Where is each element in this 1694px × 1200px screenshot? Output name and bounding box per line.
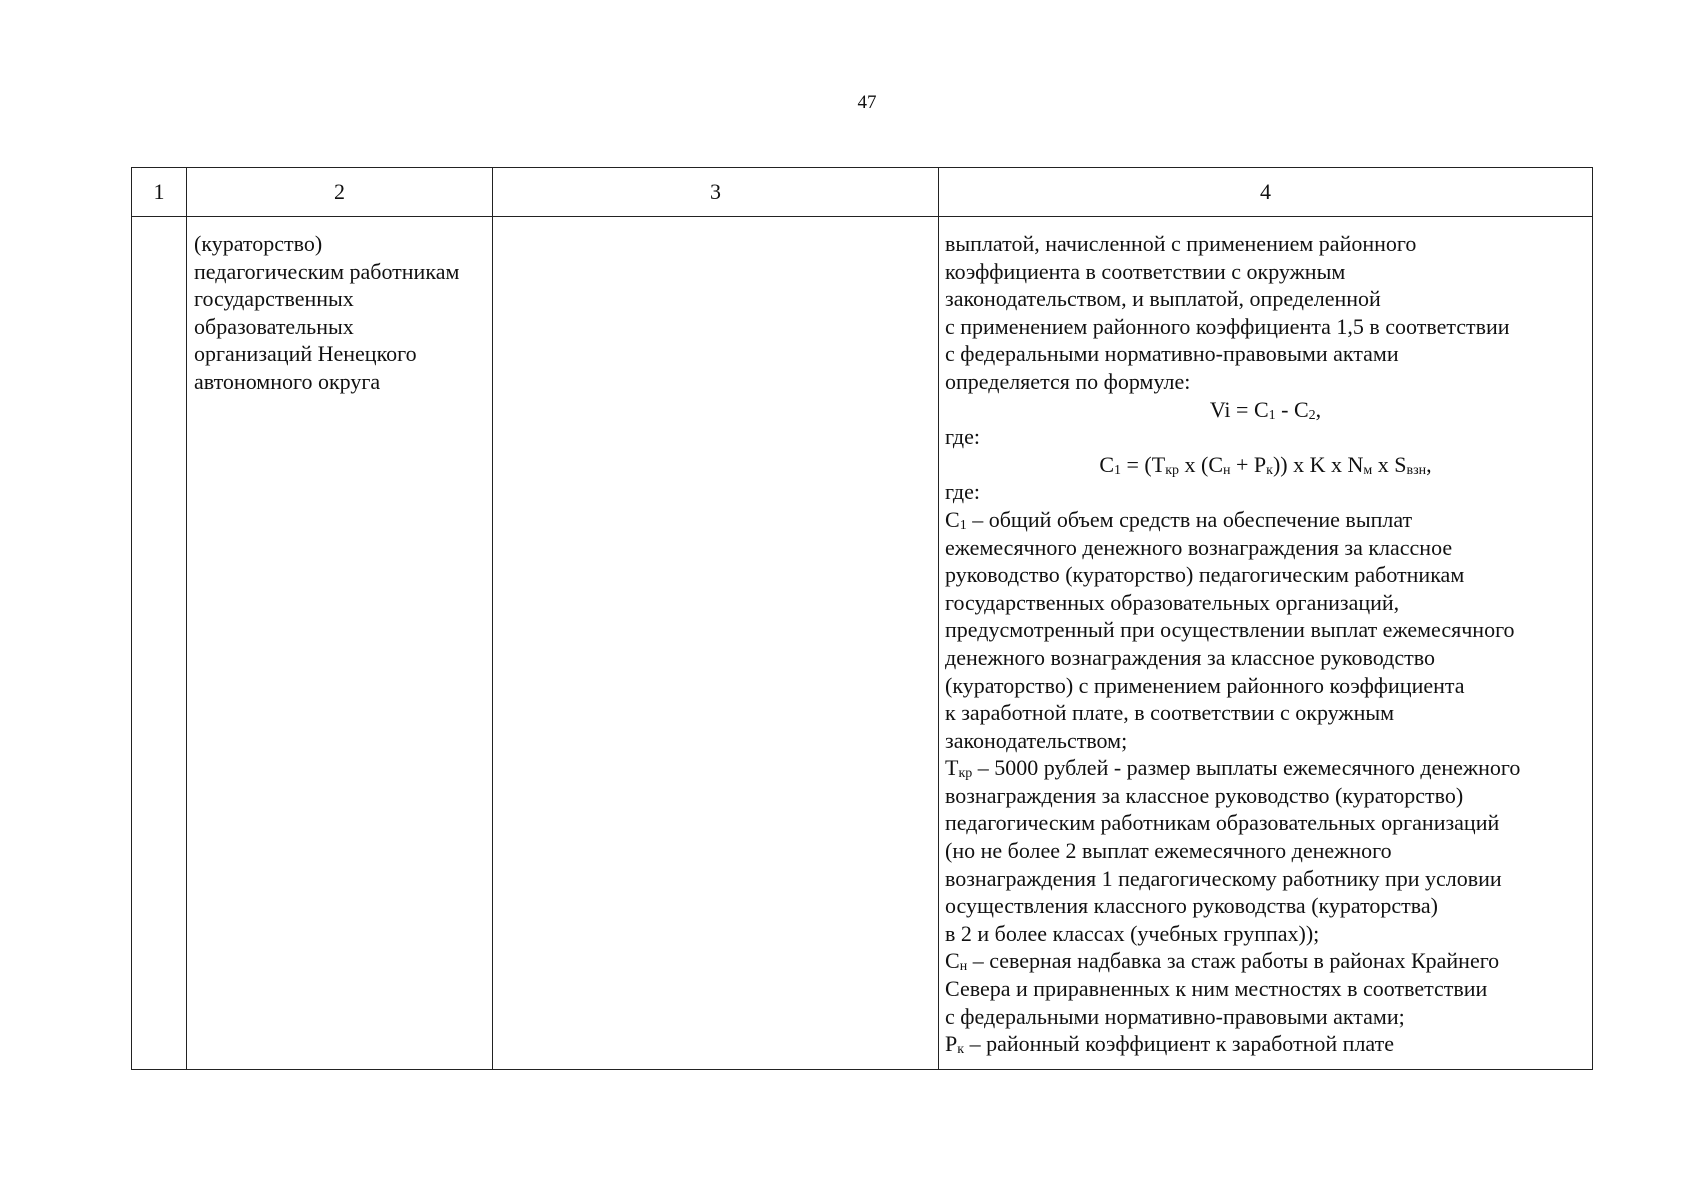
definition-line: законодательством; (945, 727, 1128, 753)
formula-c1: $C_1 = (T_{кр}$ x $(C_н + P_к)$) x K x $N_м$ x $S_{взн}$, (1099, 451, 1432, 478)
definition-line: осуществления классного руководства (кураторства) (945, 893, 1438, 919)
where-label: где: (945, 424, 980, 450)
intro-line: определяется по формуле: (945, 368, 1191, 394)
cell-col-2 (187, 217, 493, 1070)
col2-line: образовательных (194, 313, 354, 339)
definition-line: Севера и приравненных к ним местностях в соответствии (945, 976, 1488, 1002)
definition-line: руководство (кураторство) педагогическим работникам (945, 562, 1465, 588)
definition-line: денежного вознаграждения за классное руководство (945, 644, 1435, 670)
column-header-3: 3 (493, 168, 939, 217)
definition-line: с федеральными нормативно-правовыми актами; (945, 1003, 1405, 1029)
col2-line: педагогическим работникам (194, 258, 460, 284)
intro-line: выплатой, начисленной с применением районного (945, 231, 1417, 256)
definition-line: вознаграждения за классное руководство (кураторство) (945, 782, 1464, 808)
document-table (131, 167, 1593, 1070)
definition-line: (но не более 2 выплат ежемесячного денежного (945, 838, 1392, 864)
column-header-4: 4 (939, 168, 1593, 217)
formula-vi: $Vi = C_1 - C_2$, (1209, 396, 1322, 423)
definition-line: государственных образовательных организаций, (945, 589, 1400, 615)
table-header-row (132, 168, 1593, 217)
col2-line: государственных (194, 286, 354, 312)
definition-line: ежемесячного денежного вознаграждения за классное (945, 534, 1453, 560)
definition-line: предусмотренный при осуществлении выплат ежемесячного (945, 617, 1515, 643)
definition-c1: $C_1$ – общий объем средств на обеспечение выплат (945, 506, 1413, 533)
cell-col-1 (132, 217, 187, 1070)
intro-line: коэффициента в соответствии с окружным (945, 258, 1346, 284)
definition-line: педагогическим работникам образовательных организаций (945, 810, 1500, 836)
col2-line: организаций Ненецкого (194, 341, 417, 367)
col4-text-block (939, 217, 1592, 1058)
column-header-2: 2 (187, 168, 493, 217)
cell-col-4 (939, 217, 1593, 1070)
definition-line: вознаграждения 1 педагогическому работнику при условии (945, 865, 1502, 891)
col2-line: автономного округа (194, 368, 381, 394)
column-header-1: 1 (132, 168, 187, 217)
intro-line: законодательством, и выплатой, определенной (945, 286, 1381, 312)
intro-line: с применением районного коэффициента 1,5 в соответствии (945, 313, 1510, 339)
col2-text-block (187, 217, 492, 396)
definition-cn: $C_н$ – северная надбавка за стаж работы в районах Крайнего (945, 948, 1500, 975)
table-row (132, 217, 1593, 1070)
where-label: где: (945, 479, 980, 505)
intro-line: с федеральными нормативно-правовыми актами (945, 341, 1399, 367)
definition-line: (кураторство) с применением районного коэффициента (945, 672, 1465, 698)
definition-line: в 2 и более классах (учебных группах)); (945, 920, 1320, 946)
definition-line: к заработной плате, в соответствии с окружным (945, 700, 1395, 726)
page-number: 47 (857, 92, 877, 113)
definition-tkr: $T_{кр} - 5000$ рублей - размер выплаты ежемесячного денежного (945, 755, 1521, 782)
definition-rk: $P_к$ – районный коэффициент к заработной плате (945, 1031, 1395, 1058)
col2-line: (кураторство) (194, 231, 323, 256)
cell-col-3 (493, 217, 939, 1070)
